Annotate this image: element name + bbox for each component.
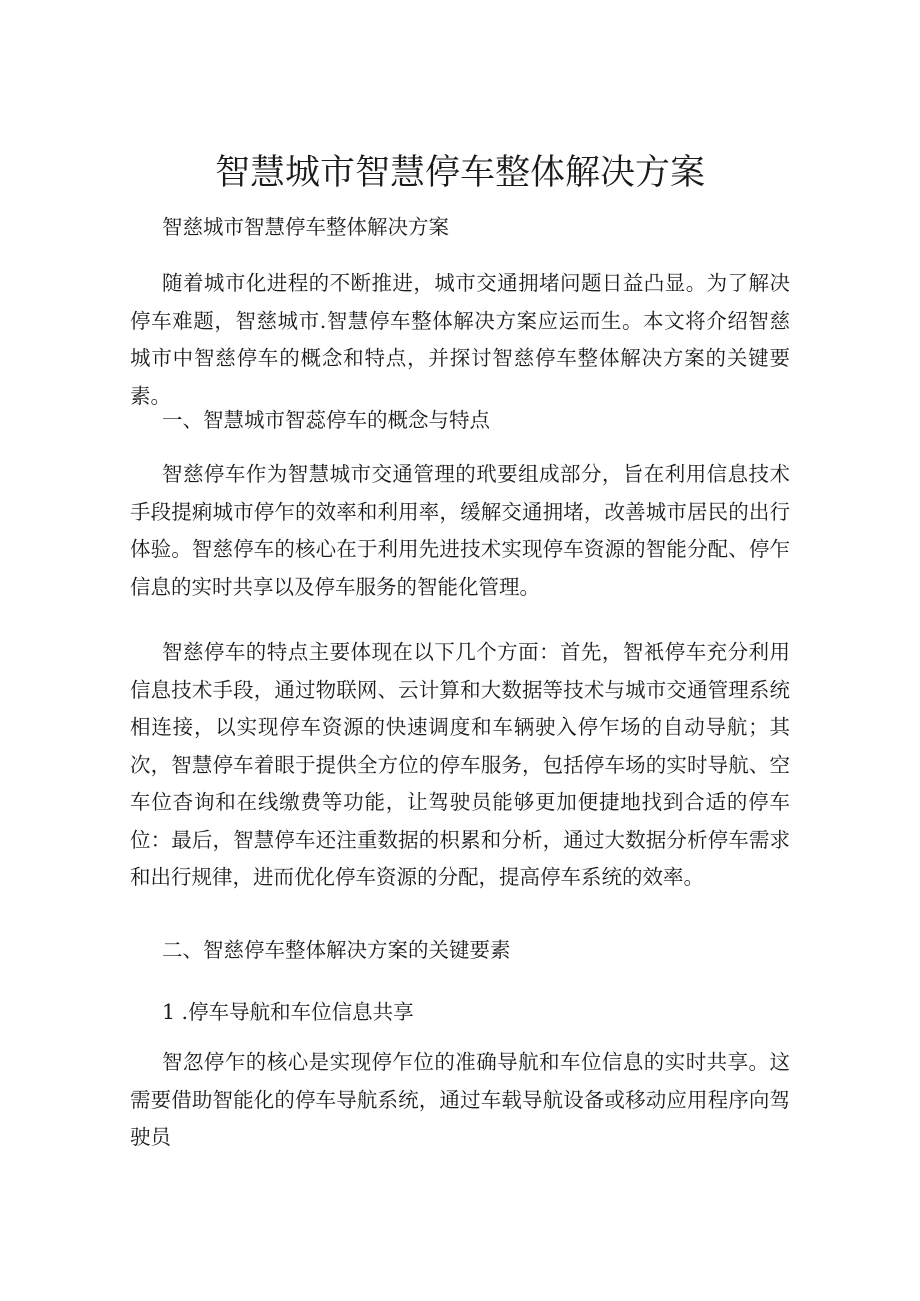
document-subtitle: 智慈城市智慧停车整体解决方案 — [162, 215, 449, 239]
subsection-1-paragraph-1: 智忽停乍的核心是实现停乍位的准确导航和车位信息的实时共享。这需要借助智能化的停车导航系统，通过车载导航设备或移动应用程序向驾驶员 — [130, 1050, 790, 1149]
document-title: 智慧城市智慧停车整体解决方案 — [214, 153, 705, 193]
section-2-heading: 二、智慈停车整体解决方案的关键要素 — [162, 938, 511, 962]
section-1-heading: 一、智慧城市智蕊停车的概念与特点 — [162, 408, 490, 432]
subsection-1-heading: 1 .停车导航和车位信息共享 — [162, 1000, 414, 1024]
intro-paragraph: 随着城市化进程的不断推进，城市交通拥堵问题日益凸显。为了解决停车难题，智慈城市.智慧停车整体解决方案应运而生。本文将介绍智慈城市中智慈停车的概念和特点，并探讨智慈停车整体解决方案的关键要素。 — [130, 271, 790, 408]
section-1-paragraph-1: 智慈停车作为智慧城市交通管理的玳要组成部分，旨在利用信息技术手段提痢城市停乍的效率和利用率，缓解交通拥堵，改善城市居民的出行体验。智慈停车的核心在于利用先进技术实现停车资源的智能分配、停乍信息的实时共享以及停车服务的智能化管理。 — [130, 462, 790, 599]
section-1-paragraph-2: 智慈停车的特点主要体现在以下几个方面：首先，智衹停车充分利用信息技术手段，通过物联网、云计算和大数据等技术与城市交通管理系统相连接，以实现停车资源的快速调度和车辆驶入停乍场的自动导航；其次，智慧停车着眼于提供全方位的停车服务，包括停车场的实时导航、空车位杳询和在线缴费等功能，让驾驶员能够更加便捷地找到合适的停车位：最后，智慧停车还注重数据的枳累和分析，通过大数据分析停车需求和出行规律，进而优化停车资源的分配，提高停车系统的效率。 — [130, 640, 790, 889]
